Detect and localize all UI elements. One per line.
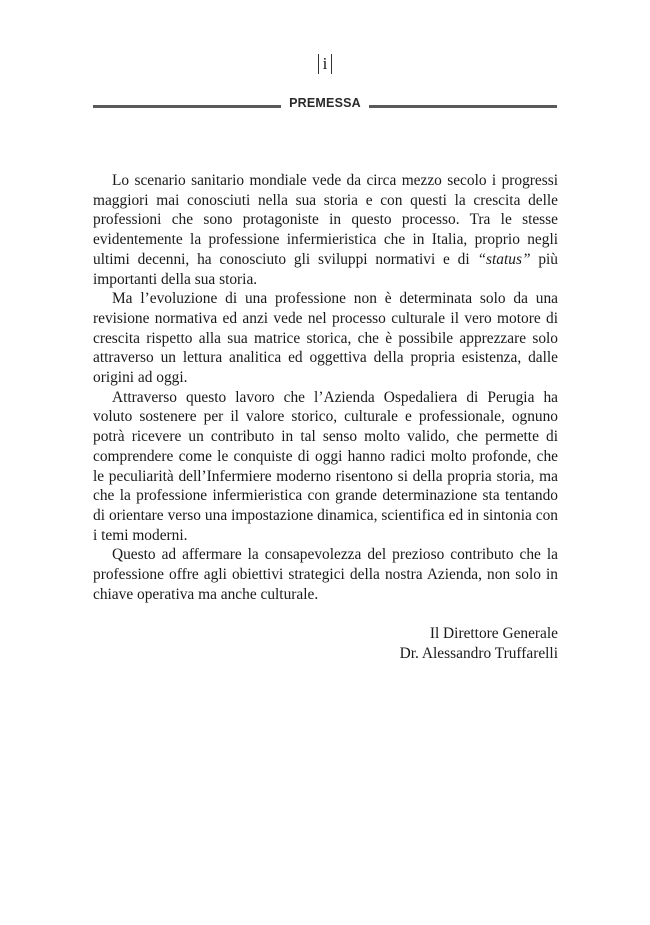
paragraph-3: Attraverso questo lavoro che l’Azienda Ospedaliera di Perugia ha voluto sostenere per il valore storico, culturale e professionale, ognuno potrà ricevere un contributo in tal senso molto valido, che permette di comprendere come le conquiste di oggi hanno radici molto profonde, che le peculiarità dell’Infermiere moderno risentono si della propria storia, ma che la professione infermieristica con grande determinazione sta tentando di orientare verso una impostazione dinamica, scientifica ed in sintonia con i temi moderni.	[93, 388, 558, 544]
paragraph-1-emphasis: “status”	[477, 250, 531, 268]
page-number-right-bar	[331, 54, 332, 74]
paragraph-1	[93, 171, 558, 289]
signature-name: Dr. Alessandro Truffarelli	[399, 644, 558, 662]
signature-role: Il Direttore Generale	[429, 625, 558, 642]
header-rule-right	[369, 105, 557, 108]
signature-block	[93, 624, 558, 663]
page-number	[0, 52, 650, 75]
page-number-value: i	[322, 54, 328, 74]
paragraph-1-text-after: più importanti della sua storia.	[93, 250, 558, 288]
section-header	[93, 94, 557, 112]
paragraph-1-text-before: Lo scenario sanitario mondiale vede da circa mezzo secolo i progressi maggiori mai conosciuti nella sua storia e con questi la crescita delle professioni che sono protagoniste in questo processo. Tra le stesse evidentemente la professione infermieristica che in Italia, proprio negli ultimi decenni, ha conosciuto gli sviluppi normativi e di	[93, 172, 558, 268]
header-rule-left	[93, 105, 281, 108]
paragraph-4: Questo ad affermare la consapevolezza del prezioso contributo che la professione offre agli obiettivi strategici della nostra Azienda, non solo in chiave operativa ma anche culturale.	[93, 546, 558, 603]
paragraph-2: Ma l’evoluzione di una professione non è determinata solo da una revisione normativa ed anzi vede nel processo culturale il vero motore di crescita rispetto alla sua matrice storica, che è possibile apprezzare solo attraverso un lettura analitica ed oggettiva della propria esistenza, dalle origini ad oggi.	[93, 290, 558, 387]
page-number-left-bar	[318, 54, 319, 74]
section-title: PREMESSA	[289, 96, 361, 110]
body-text	[93, 171, 558, 604]
